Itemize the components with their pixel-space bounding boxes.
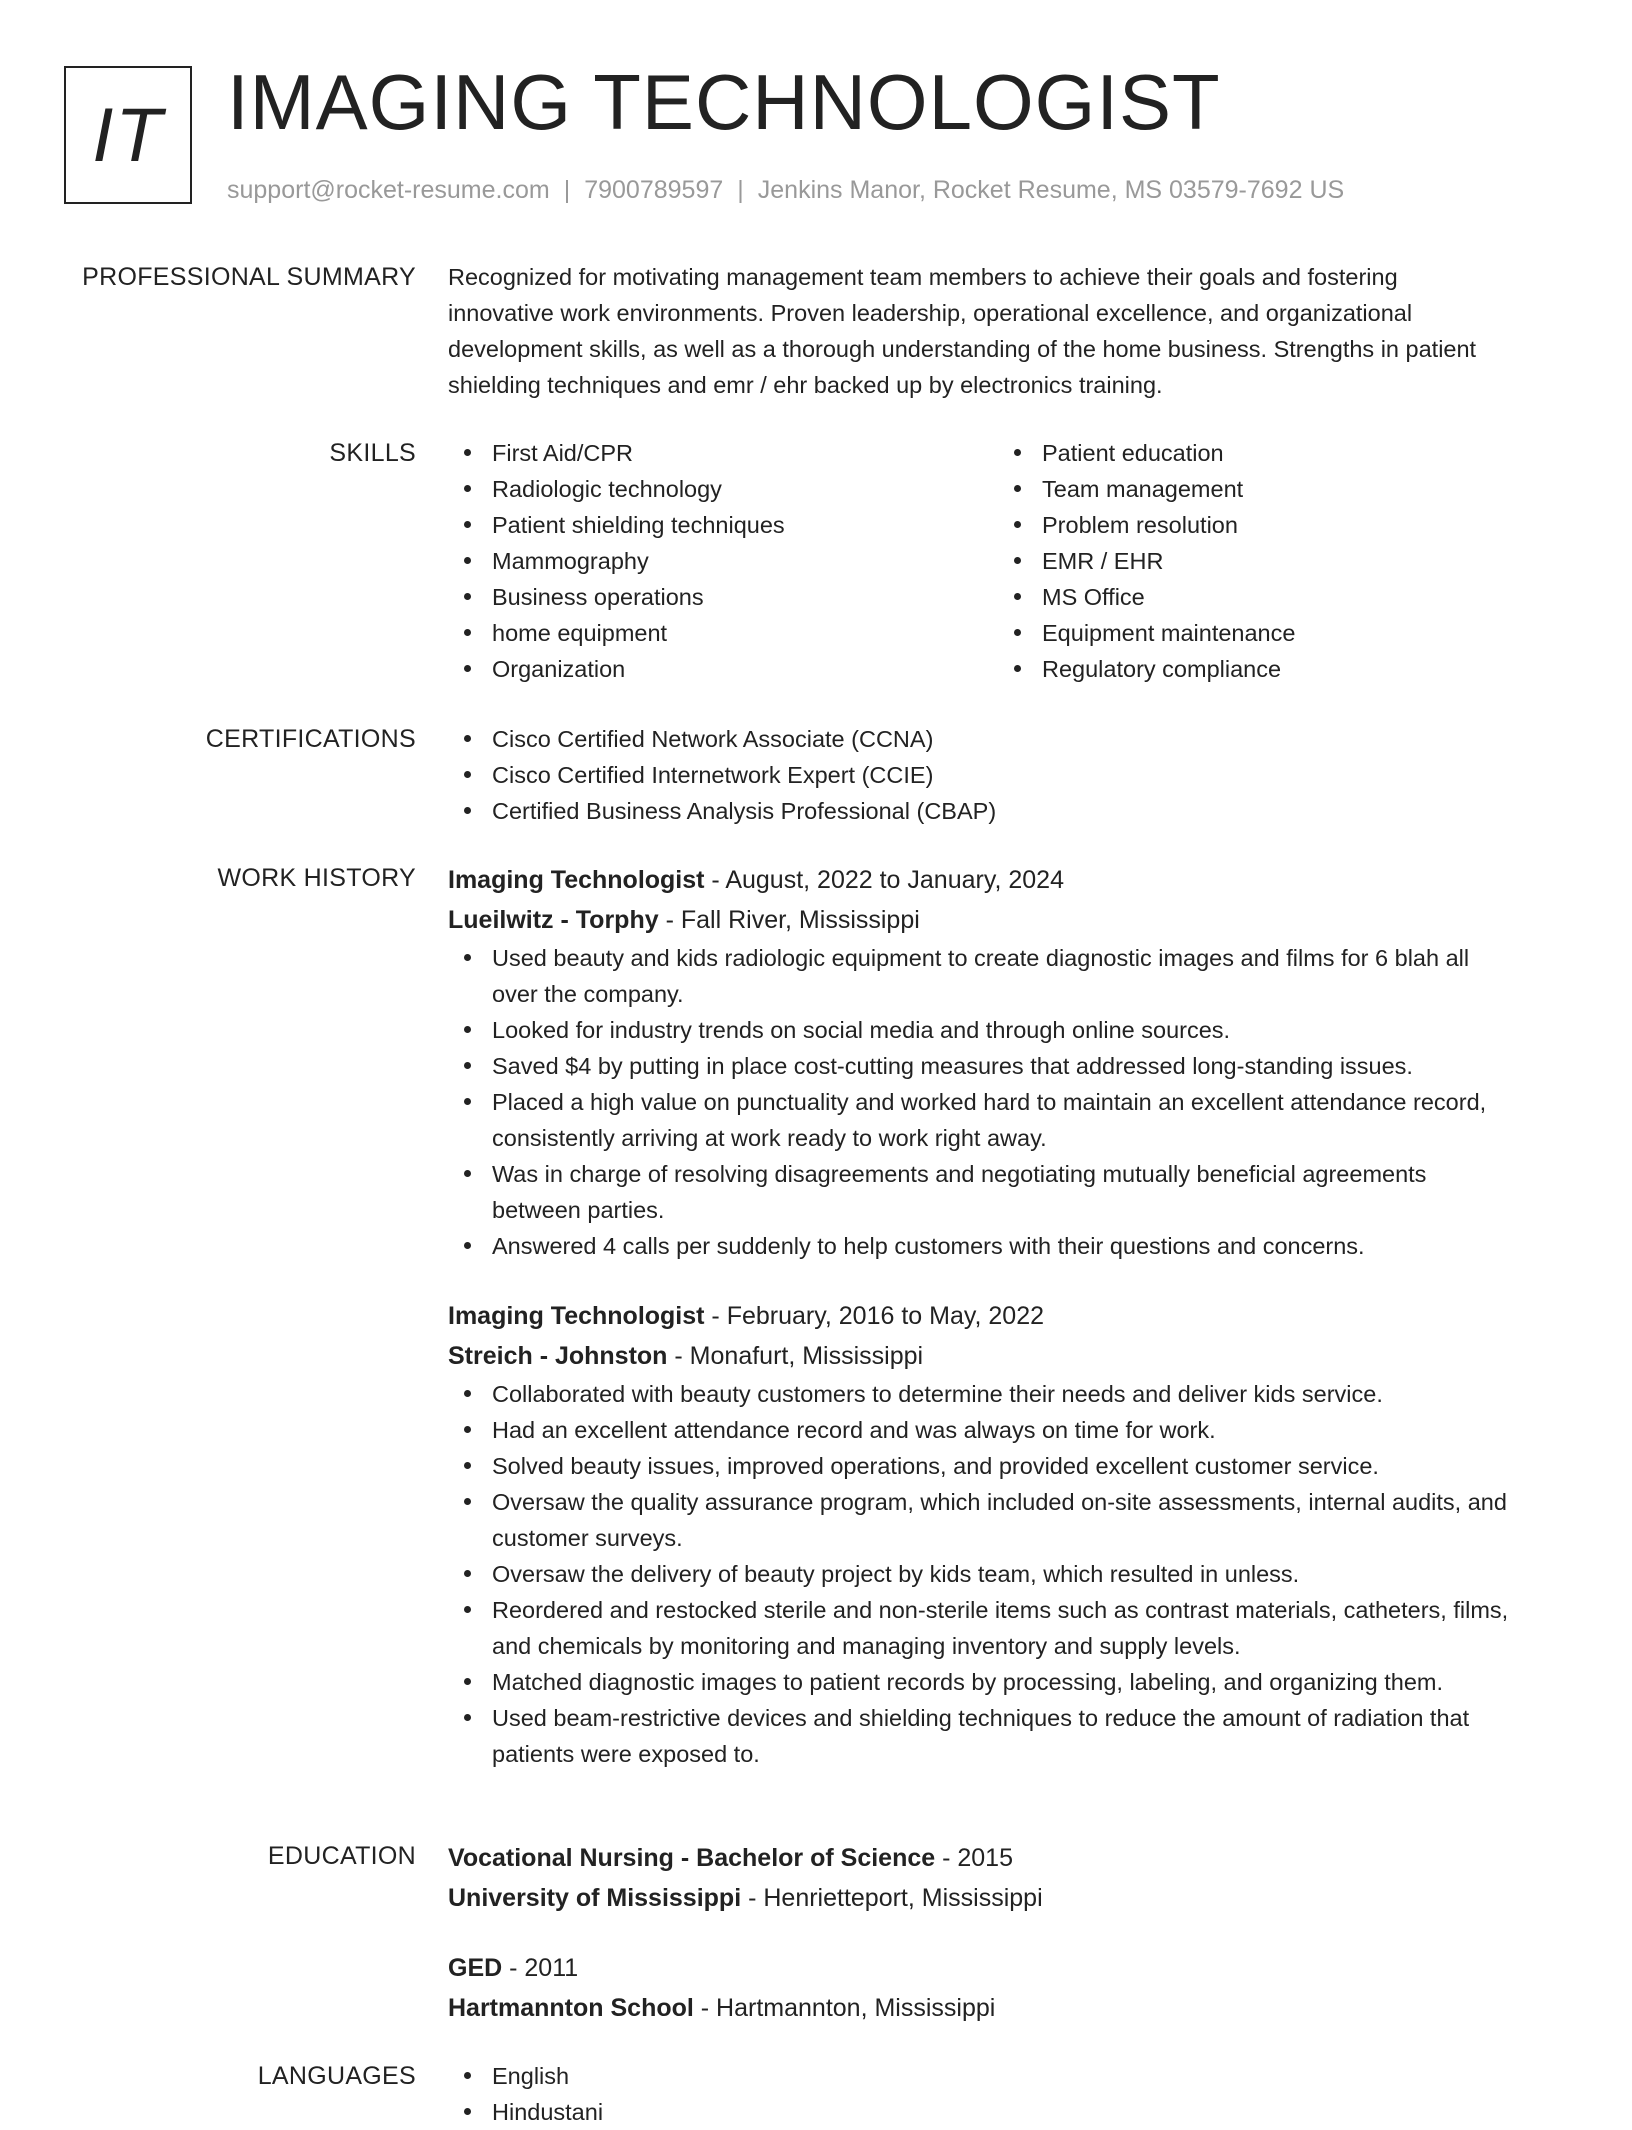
education-degree-line xyxy=(448,1838,1568,1878)
job-bullet xyxy=(448,1592,1568,1664)
section-label-certifications: CERTIFICATIONS xyxy=(205,725,416,753)
education-entry xyxy=(448,1838,1568,1918)
skill-item: Equipment maintenance xyxy=(998,615,1548,651)
job-entry xyxy=(448,860,1568,1264)
contact-email[interactable]: support@rocket-resume.com xyxy=(227,176,550,204)
job-bullet xyxy=(448,1700,1568,1772)
skill-item: First Aid/CPR xyxy=(448,435,998,471)
summary-line: innovative work environments. Proven leadership, operational excellence, and organizational xyxy=(448,300,1413,326)
job-bullets xyxy=(448,1376,1568,1772)
summary-line: shielding techniques and emr / ehr backed up by electronics training. xyxy=(448,372,1163,398)
skill-item: Mammography xyxy=(448,543,998,579)
job-bullet-line: Oversaw the quality assurance program, which included on-site assessments, internal audits, and xyxy=(492,1489,1507,1515)
education-school-line xyxy=(448,1878,1568,1918)
contact-separator: | xyxy=(737,176,744,204)
monogram-badge: IT xyxy=(64,66,192,204)
skill-item: Team management xyxy=(998,471,1548,507)
education-degree: GED xyxy=(448,1954,503,1982)
job-bullet-line: over the company. xyxy=(492,981,684,1007)
job-company-line xyxy=(448,1336,1568,1376)
summary-line: development skills, as well as a thorough understanding of the home business. Strengths in patient xyxy=(448,336,1477,362)
education-school: Hartmannton School xyxy=(448,1994,694,2022)
job-dates: - February, 2016 to May, 2022 xyxy=(704,1302,1045,1330)
job-location: - Monafurt, Mississippi xyxy=(667,1342,924,1370)
contact-separator: | xyxy=(563,176,571,204)
section-label-education: EDUCATION xyxy=(267,1842,416,1870)
skills-grid xyxy=(448,435,1568,687)
section-label-summary: PROFESSIONAL SUMMARY xyxy=(82,263,416,291)
job-bullet-line: between parties. xyxy=(492,1197,665,1223)
certification-item: Certified Business Analysis Professional (CBAP) xyxy=(448,793,1568,829)
skill-item: MS Office xyxy=(998,579,1548,615)
languages-body xyxy=(448,2058,1568,2130)
skills-list-left xyxy=(448,435,998,687)
job-bullet xyxy=(448,1084,1568,1156)
section-label-work-history: WORK HISTORY xyxy=(217,864,416,892)
education-year: - 2015 xyxy=(935,1844,1013,1872)
job-bullet xyxy=(448,1484,1568,1556)
page-title: IMAGING TECHNOLOGIST xyxy=(227,58,1221,146)
skill-item: Patient education xyxy=(998,435,1548,471)
work-history-body xyxy=(448,860,1568,1772)
job-title: Imaging Technologist xyxy=(448,866,705,894)
job-title-line xyxy=(448,860,1568,900)
certifications-list xyxy=(448,721,1568,829)
job-bullet-line: customer surveys. xyxy=(492,1525,683,1551)
languages-list xyxy=(448,2058,1568,2130)
job-bullet-line: Placed a high value on punctuality and worked hard to maintain an excellent attendance record, xyxy=(492,1089,1487,1115)
education-school: University of Mississippi xyxy=(448,1884,742,1912)
language-item: English xyxy=(448,2058,1568,2094)
job-bullet: Looked for industry trends on social media and through online sources. xyxy=(448,1012,1568,1048)
education-entry xyxy=(448,1948,1568,2028)
job-bullet-line: consistently arriving at work ready to work right away. xyxy=(492,1125,1047,1151)
job-company: Lueilwitz - Torphy xyxy=(448,906,659,934)
skill-item: Organization xyxy=(448,651,998,687)
education-year: - 2011 xyxy=(502,1954,579,1982)
job-bullet xyxy=(448,1156,1568,1228)
job-title: Imaging Technologist xyxy=(448,1302,705,1330)
job-company: Streich - Johnston xyxy=(448,1342,668,1370)
contact-line xyxy=(227,172,1344,208)
job-bullet-line: patients were exposed to. xyxy=(492,1741,760,1767)
summary-body xyxy=(448,259,1568,403)
job-title-line xyxy=(448,1296,1568,1336)
skill-item: EMR / EHR xyxy=(998,543,1548,579)
skill-item: Radiologic technology xyxy=(448,471,998,507)
job-bullet-line: Reordered and restocked sterile and non-sterile items such as contrast materials, catheters, films, xyxy=(492,1597,1509,1623)
skill-item: home equipment xyxy=(448,615,998,651)
job-bullet: Oversaw the delivery of beauty project by kids team, which resulted in unless. xyxy=(448,1556,1568,1592)
education-degree-line xyxy=(448,1948,1568,1988)
education-location: - Henrietteport, Mississippi xyxy=(741,1884,1043,1912)
job-dates: - August, 2022 to January, 2024 xyxy=(704,866,1064,894)
education-location: - Hartmannton, Mississippi xyxy=(693,1994,996,2022)
job-bullet: Collaborated with beauty customers to determine their needs and deliver kids service. xyxy=(448,1376,1568,1412)
job-location: - Fall River, Mississippi xyxy=(658,906,920,934)
section-label-skills: SKILLS xyxy=(329,439,416,467)
skill-item: Regulatory compliance xyxy=(998,651,1548,687)
job-bullet: Answered 4 calls per suddenly to help customers with their questions and concerns. xyxy=(448,1228,1568,1264)
section-label-languages: LANGUAGES xyxy=(257,2062,416,2090)
job-bullet xyxy=(448,940,1568,1012)
job-bullet: Solved beauty issues, improved operations, and provided excellent customer service. xyxy=(448,1448,1568,1484)
skill-item: Business operations xyxy=(448,579,998,615)
skill-item: Problem resolution xyxy=(998,507,1548,543)
job-entry xyxy=(448,1296,1568,1772)
job-company-line xyxy=(448,900,1568,940)
job-bullet: Had an excellent attendance record and was always on time for work. xyxy=(448,1412,1568,1448)
education-degree: Vocational Nursing - Bachelor of Science xyxy=(448,1844,936,1872)
job-bullet-line: Was in charge of resolving disagreements and negotiating mutually beneficial agreements xyxy=(492,1161,1427,1187)
job-bullet-line: and chemicals by monitoring and managing inventory and supply levels. xyxy=(492,1633,1241,1659)
job-bullet-line: Used beauty and kids radiologic equipment to create diagnostic images and films for 6 blah all xyxy=(492,945,1470,971)
certification-item: Cisco Certified Internetwork Expert (CCIE) xyxy=(448,757,1568,793)
skills-list-right xyxy=(998,435,1548,687)
education-school-line xyxy=(448,1988,1568,2028)
contact-address: Jenkins Manor, Rocket Resume, MS 03579-7692 US xyxy=(757,176,1345,204)
language-item: Hindustani xyxy=(448,2094,1568,2130)
job-bullets xyxy=(448,940,1568,1264)
certification-item: Cisco Certified Network Associate (CCNA) xyxy=(448,721,1568,757)
job-bullet: Saved $4 by putting in place cost-cutting measures that addressed long-standing issues. xyxy=(448,1048,1568,1084)
education-body xyxy=(448,1838,1568,2028)
summary-line: Recognized for motivating management team members to achieve their goals and fostering xyxy=(448,264,1398,290)
skill-item: Patient shielding techniques xyxy=(448,507,998,543)
contact-phone[interactable]: 7900789597 xyxy=(584,176,724,204)
job-bullet: Matched diagnostic images to patient records by processing, labeling, and organizing them. xyxy=(448,1664,1568,1700)
certifications-body xyxy=(448,721,1568,829)
job-bullet-line: Used beam-restrictive devices and shielding techniques to reduce the amount of radiation that xyxy=(492,1705,1470,1731)
